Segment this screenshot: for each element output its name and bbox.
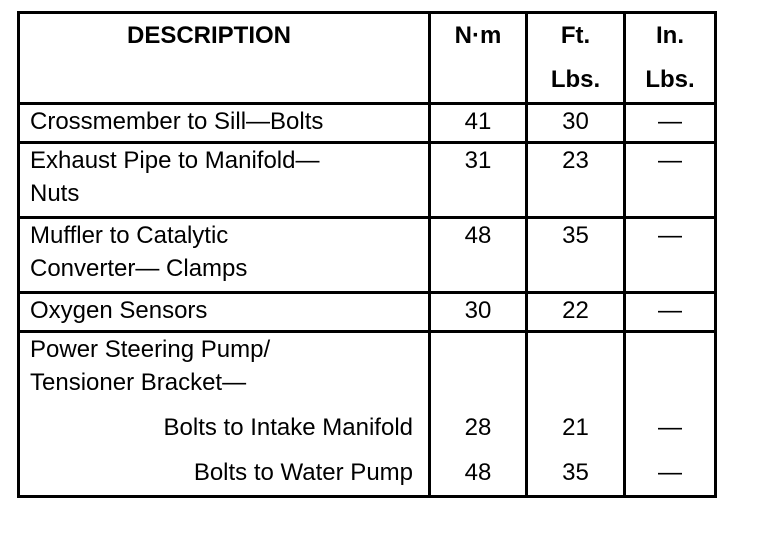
row-description: [19, 332, 430, 497]
row-in-lbs: —: [625, 104, 716, 143]
row-description-line1: Power Steering Pump/: [30, 336, 271, 363]
subrow-nm: 48: [464, 459, 492, 486]
header-in-line1: In.: [656, 22, 684, 49]
row-description-line2: Tensioner Bracket—: [30, 369, 247, 396]
row-nm: 41: [430, 104, 527, 143]
subrow-description: Bolts to Intake Manifold: [163, 414, 413, 441]
row-description: Oxygen Sensors: [19, 293, 430, 332]
header-ft-lbs: [527, 13, 625, 104]
header-description: DESCRIPTION: [19, 13, 430, 104]
subrow-ft-lbs: 21: [562, 414, 589, 441]
subrow-description: Bolts to Water Pump: [193, 459, 413, 486]
subrow-in-lbs: —: [658, 459, 682, 486]
table-row: [19, 293, 716, 332]
table-row: [19, 104, 716, 143]
row-description: [19, 143, 430, 218]
row-ft-lbs: 22: [527, 293, 625, 332]
row-description-line2: Nuts: [30, 180, 80, 207]
header-ft-line2: Lbs.: [550, 66, 601, 93]
table-row: [19, 332, 716, 497]
header-ft-line1: Ft.: [560, 22, 591, 49]
row-nm: [430, 332, 527, 497]
row-description-line1: Muffler to Catalytic: [30, 222, 229, 249]
row-description-line2: Converter— Clamps: [30, 255, 248, 282]
row-ft-lbs: [527, 332, 625, 497]
row-in-lbs: [625, 332, 716, 497]
row-in-lbs: —: [625, 143, 716, 218]
row-description-line1: Exhaust Pipe to Manifold—: [30, 147, 320, 174]
table-header-row: [19, 13, 716, 104]
row-nm: 48: [430, 218, 527, 293]
subrow-in-lbs: —: [658, 414, 682, 441]
row-ft-lbs: 35: [527, 218, 625, 293]
table-row: [19, 143, 716, 218]
row-ft-lbs: 30: [527, 104, 625, 143]
header-in-line2: Lbs.: [645, 66, 695, 93]
header-nm: N·m: [430, 13, 527, 104]
header-in-lbs: [625, 13, 716, 104]
row-nm: 30: [430, 293, 527, 332]
row-description: Crossmember to Sill—Bolts: [19, 104, 430, 143]
torque-spec-table: [17, 11, 717, 498]
row-nm: 31: [430, 143, 527, 218]
subrow-nm: 28: [464, 414, 492, 441]
subrow-ft-lbs: 35: [562, 459, 589, 486]
row-ft-lbs: 23: [527, 143, 625, 218]
row-in-lbs: —: [625, 293, 716, 332]
row-description: [19, 218, 430, 293]
table-row: [19, 218, 716, 293]
row-in-lbs: —: [625, 218, 716, 293]
